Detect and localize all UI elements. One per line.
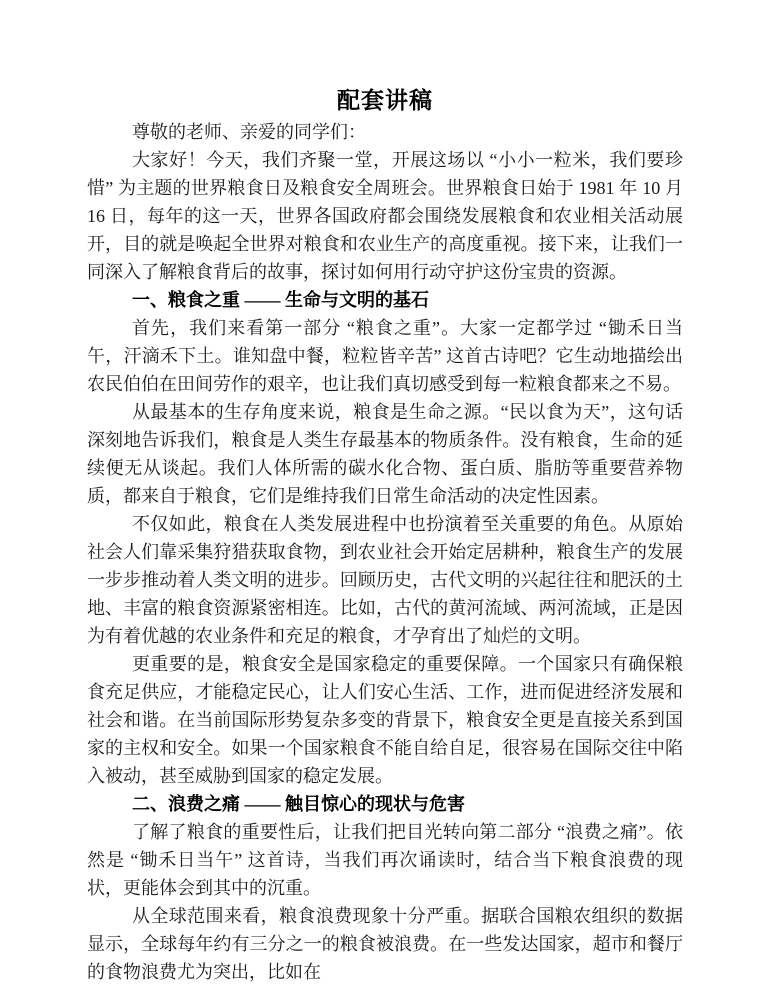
document-body (87, 118, 683, 986)
paragraph: 首先，我们来看第一部分 “粮食之重”。大家一定都学过 “锄禾日当午，汗滴禾下土。谁知盘中餐，粒粒皆辛苦” 这首古诗吧？它生动地描绘出农民伯伯在田间劳作的艰辛，也让我们真切感受到每一粒粮食都来之不易。 (87, 318, 683, 394)
paragraph: 从全球范围来看，粮食浪费现象十分严重。据联合国粮农组织的数据显示，全球每年约有三分之一的粮食被浪费。在一些发达国家，超市和餐厅的食物浪费尤为突出，比如在 (87, 906, 683, 982)
section-heading: 一、粮食之重 —— 生命与文明的基石 (132, 290, 429, 310)
section-heading: 二、浪费之痛 —— 触目惊心的现状与危害 (132, 794, 465, 814)
paragraph: 从最基本的生存角度来说，粮食是生命之源。“民以食为天”，这句话深刻地告诉我们，粮食是人类生存最基本的物质条件。没有粮食，生命的延续便无从谈起。我们人体所需的碳水化合物、蛋白质、脂肪等重要营养物质，都来自于粮食，它们是维持我们日常生命活动的决定性因素。 (87, 402, 683, 506)
paragraph: 大家好！今天，我们齐聚一堂，开展这场以 “小小一粒米，我们要珍惜” 为主题的世界粮食日及粮食安全周班会。世界粮食日始于 1981 年 10 月 16 日，每年的这一天，世界各国政府都会围绕发展粮食和农业相关活动展开，目的就是唤起全世界对粮食和农业生产的高度重视。接下来，让我们一同深入了解粮食背后的故事，探讨如何用行动守护这份宝贵的资源。 (87, 150, 683, 282)
paragraph: 了解了粮食的重要性后，让我们把目光转向第二部分 “浪费之痛”。依然是 “锄禾日当午” 这首诗，当我们再次诵读时，结合当下粮食浪费的现状，更能体会到其中的沉重。 (87, 822, 683, 898)
document-title: 配套讲稿 (337, 88, 433, 113)
paragraph: 不仅如此，粮食在人类发展进程中也扮演着至关重要的角色。从原始社会人们靠采集狩猎获取食物，到农业社会开始定居耕种，粮食生产的发展一步步推动着人类文明的进步。回顾历史，古代文明的兴起往往和肥沃的土地、丰富的粮食资源紧密相连。比如，古代的黄河流域、两河流域，正是因为有着优越的农业条件和充足的粮食，才孕育出了灿烂的文明。 (87, 514, 683, 646)
salutation-line: 尊敬的老师、亲爱的同学们： (132, 122, 366, 142)
paragraph: 更重要的是，粮食安全是国家稳定的重要保障。一个国家只有确保粮食充足供应，才能稳定民心，让人们安心生活、工作，进而促进经济发展和社会和谐。在当前国际形势复杂多变的背景下，粮食安全更是直接关系到国家的主权和安全。如果一个国家粮食不能自给自足，很容易在国际交往中陷入被动，甚至威胁到国家的稳定发展。 (87, 654, 683, 786)
